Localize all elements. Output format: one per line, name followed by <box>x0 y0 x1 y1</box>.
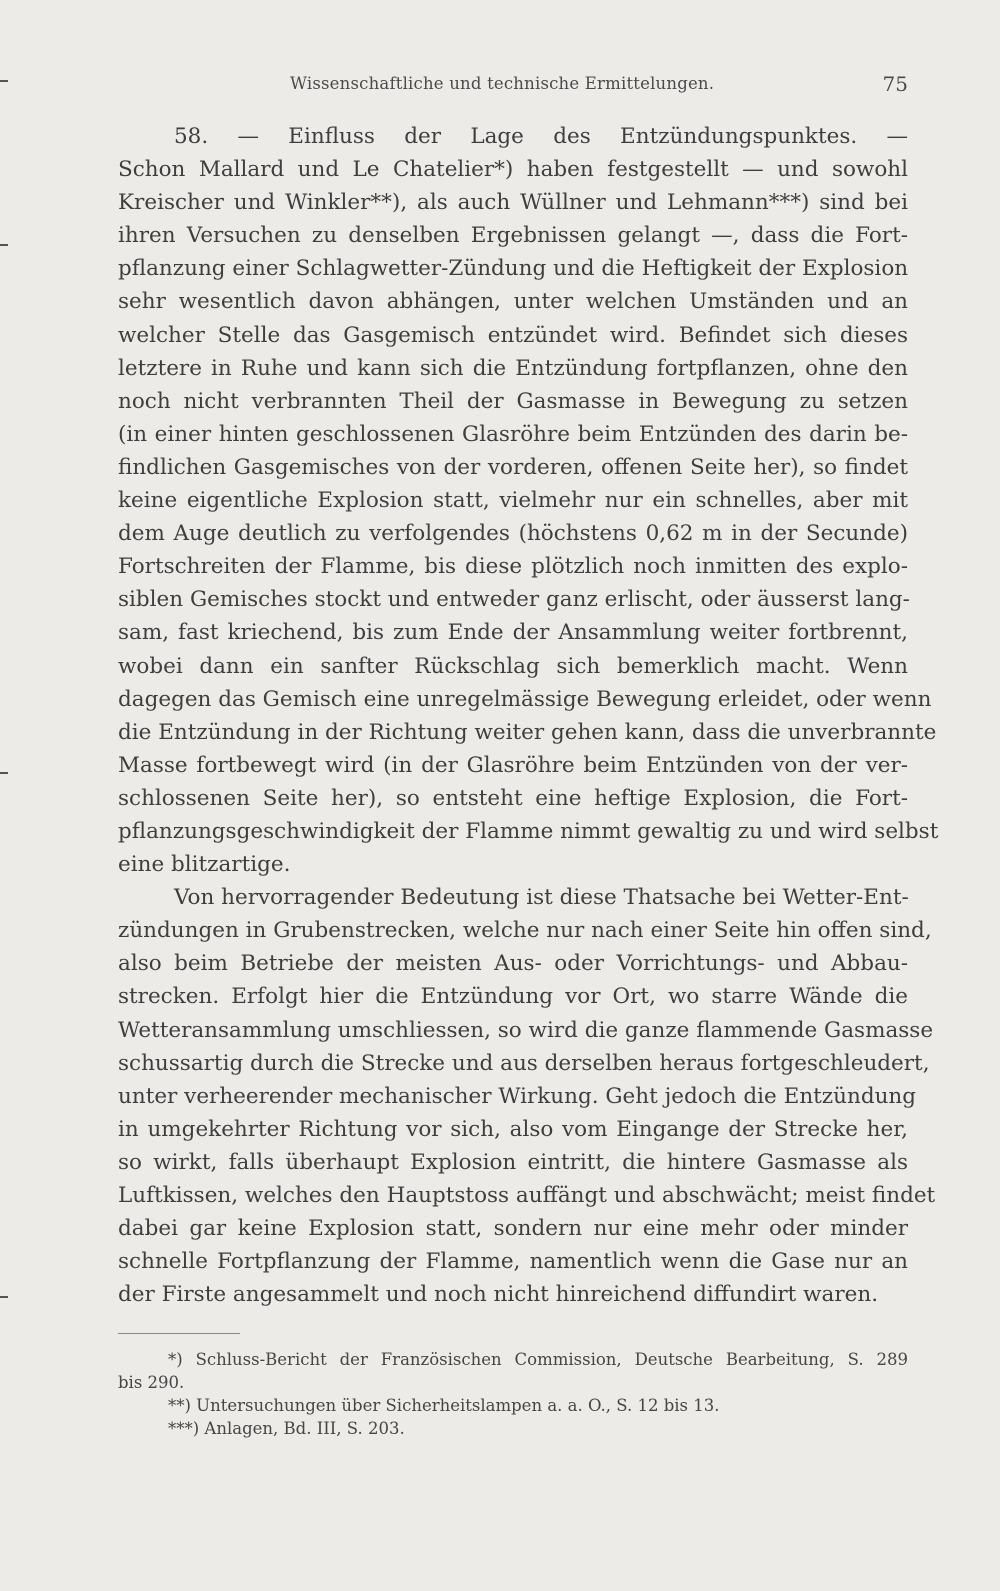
footnote-2: **) Untersuchungen über Sicherheitslampen a. a. O., S. 12 bis 13. <box>168 1396 720 1415</box>
footnote-1: *) Schluss-Bericht der Französischen Commission, Deutsche Bearbeitung, S. 289 <box>168 1350 908 1369</box>
text-line: Luftkissen, welches den Hauptstoss auffängt und abschwächt; meist findet <box>118 1183 936 1208</box>
page-number: 75 <box>882 72 908 96</box>
text-line: Wetteransammlung umschliessen, so wird die ganze flammende Gasmasse <box>118 1017 934 1043</box>
scan-margin-mark <box>0 1296 8 1298</box>
text-line: Fortschreiten der Flamme, bis diese plötzlich noch inmitten des explo- <box>118 554 908 580</box>
text-line: unter verheerender mechanischer Wirkung. Geht jedoch die Entzündung <box>118 1083 917 1109</box>
text-line: dagegen das Gemisch eine unregelmässige Bewegung erleidet, oder wenn <box>118 686 932 712</box>
page-header <box>118 74 908 104</box>
text-line: schnelle Fortpflanzung der Flamme, namentlich wenn die Gase nur an <box>118 1249 908 1275</box>
text-line: so wirkt, falls überhaupt Explosion eintritt, die hintere Gasmasse als <box>118 1149 908 1175</box>
running-title: Wissenschaftliche und technische Ermittelungen. <box>290 74 715 93</box>
footnote-divider <box>118 1333 240 1334</box>
text-line: siblen Gemisches stockt und entweder ganz erlischt, oder äusserst lang- <box>118 587 910 613</box>
text-line: pflanzungsgeschwindigkeit der Flamme nimmt gewaltig zu und wird selbst <box>118 818 939 844</box>
footnotes <box>118 1348 908 1440</box>
text-line: Kreischer und Winkler**), als auch Wüllner und Lehmann***) sind bei <box>118 190 908 216</box>
text-line: findlichen Gasgemisches von der vorderen, offenen Seite her), so findet <box>118 454 908 480</box>
text-line: dem Auge deutlich zu verfolgendes (höchstens 0,62 m in der Secunde) <box>118 521 908 547</box>
section-heading-line: 58. — Einfluss der Lage des Entzündungspunktes. — <box>174 124 908 149</box>
text-line: welcher Stelle das Gasgemisch entzündet wird. Befindet sich dieses <box>118 322 908 348</box>
text-line: noch nicht verbrannten Theil der Gasmasse in Bewegung zu setzen <box>118 388 908 414</box>
text-line: Schon Mallard und Le Chatelier*) haben festgestellt — und sowohl <box>118 157 908 183</box>
text-line: in umgekehrter Richtung vor sich, also vom Eingange der Strecke her, <box>118 1116 908 1142</box>
body-text <box>118 120 939 1311</box>
text-line: sehr wesentlich davon abhängen, unter welchen Umständen und an <box>118 289 908 315</box>
text-line: zündungen in Grubenstrecken, welche nur nach einer Seite hin offen sind, <box>118 918 932 944</box>
text-line: die Entzündung in der Richtung weiter gehen kann, dass die unverbrannte <box>118 719 937 745</box>
text-line: strecken. Erfolgt hier die Entzündung vor Ort, wo starre Wände die <box>118 984 908 1010</box>
text-line: letztere in Ruhe und kann sich die Entzündung fortpflanzen, ohne den <box>118 355 908 381</box>
text-line: (in einer hinten geschlossenen Glasröhre beim Entzünden des darin be- <box>118 421 908 447</box>
text-line: schussartig durch die Strecke und aus derselben heraus fortgeschleudert, <box>118 1050 930 1076</box>
text-line: sam, fast kriechend, bis zum Ende der Ansammlung weiter fortbrennt, <box>118 620 908 646</box>
text-line: Masse fortbewegt wird (in der Glasröhre beim Entzünden von der ver- <box>118 752 908 778</box>
text-line: dabei gar keine Explosion statt, sondern nur eine mehr oder minder <box>118 1216 908 1242</box>
text-line: eine blitzartige. <box>118 852 291 878</box>
text-line: schlossenen Seite her), so entsteht eine heftige Explosion, die Fort- <box>118 785 908 811</box>
text-line: also beim Betriebe der meisten Aus- oder Vorrichtungs- und Abbau- <box>118 951 908 977</box>
text-line: keine eigentliche Explosion statt, vielmehr nur ein schnelles, aber mit <box>118 488 908 514</box>
scan-margin-mark <box>0 80 8 82</box>
footnote-1-continued: bis 290. <box>118 1373 185 1392</box>
text-line: ihren Versuchen zu denselben Ergebnissen gelangt —, dass die Fort- <box>118 223 908 249</box>
text-line: pflanzung einer Schlagwetter-Zündung und die Heftigkeit der Explosion <box>118 256 909 282</box>
scan-margin-mark <box>0 244 8 246</box>
footnote-3: ***) Anlagen, Bd. III, S. 203. <box>168 1419 405 1438</box>
scan-margin-mark <box>0 772 8 774</box>
text-line: der Firste angesammelt und noch nicht hinreichend diffundirt waren. <box>118 1282 879 1308</box>
text-line: wobei dann ein sanfter Rückschlag sich bemerklich macht. Wenn <box>118 653 908 679</box>
text-line: Von hervorragender Bedeutung ist diese Thatsache bei Wetter-Ent- <box>174 885 909 911</box>
